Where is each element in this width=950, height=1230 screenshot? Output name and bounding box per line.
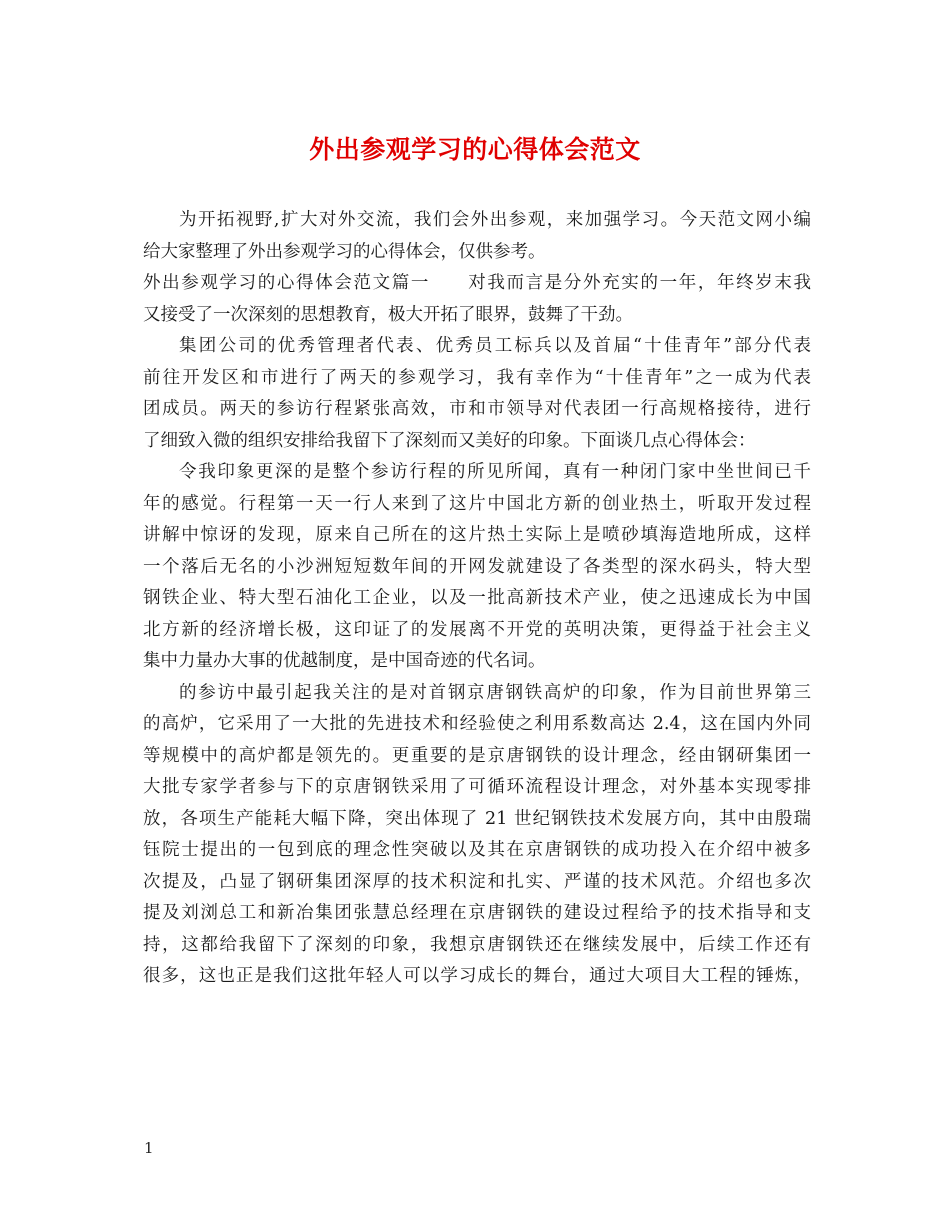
text-line: 的高炉，它采用了一大批的先进技术和经验使之利用系数高达 2.4，这在国内外同 <box>143 714 811 734</box>
text-line: 给大家整理了外出参观学习的心得体会，仅供参考。 <box>143 241 546 262</box>
text-line: 很多，这也正是我们这批年轻人可以学习成长的舞台，通过大项目大工程的锤炼， <box>143 966 811 986</box>
page-number: 1 <box>144 1139 154 1157</box>
text-line: 令我印象更深的是整个参访行程的所见所闻，真有一种闭门家中坐世间已千 <box>179 462 811 482</box>
text-line: 等规模中的高炉都是领先的。更重要的是京唐钢铁的设计理念，经由钢研集团一 <box>143 745 811 766</box>
text-line: 的参访中最引起我关注的是对首钢京唐钢铁高炉的印象，作为目前世界第三 <box>179 682 811 703</box>
text-line: 年的感觉。行程第一天一行人来到了这片中国北方新的创业热土，听取开发过程 <box>143 493 811 514</box>
text-line: 次提及，凸显了钢研集团深厚的技术积淀和扎实、严谨的技术风范。介绍也多次 <box>143 871 811 892</box>
text-line: 钰院士提出的一包到底的理念性突破以及其在京唐钢铁的成功投入在介绍中被多 <box>143 840 811 860</box>
text-line: 提及刘浏总工和新冶集团张慧总经理在京唐钢铁的建设过程给予的技术指导和支 <box>143 903 811 923</box>
text-line: 外出参观学习的心得体会范文篇一 对我而言是分外充实的一年，年终岁末我 <box>143 273 811 293</box>
text-line: 放，各项生产能耗大幅下降，突出体现了 21 世纪钢铁技术发展方向，其中由殷瑞 <box>143 808 811 829</box>
text-line: 大批专家学者参与下的京唐钢铁采用了可循环流程设计理念，对外基本实现零排 <box>143 777 811 797</box>
document-title: 外出参观学习的心得体会范文 <box>309 135 641 164</box>
text-line: 北方新的经济增长极，这印证了的发展离不开党的英明决策，更得益于社会主义 <box>143 619 811 640</box>
text-line: 集中力量办大事的优越制度，是中国奇迹的代名词。 <box>143 651 546 671</box>
text-line: 团成员。两天的参访行程紧张高效，市和市领导对代表团一行高规格接待，进行 <box>143 399 811 419</box>
text-line: 讲解中惊讶的发现，原来自己所在的这片热土实际上是喷砂填海造地所成，这样 <box>143 525 811 545</box>
text-line: 一个落后无名的小沙洲短短数年间的开网发就建设了各类型的深水码头，特大型 <box>143 556 811 577</box>
text-line: 前往开发区和市进行了两天的参观学习，我有幸作为“十佳青年”之一成为代表 <box>143 367 811 388</box>
text-line: 集团公司的优秀管理者代表、优秀员工标兵以及首届“十佳青年”部分代表 <box>179 336 811 356</box>
document-body <box>143 205 811 993</box>
text-line: 持，这都给我留下了深刻的印象，我想京唐钢铁还在继续发展中，后续工作还有 <box>143 934 811 955</box>
text-line: 钢铁企业、特大型石油化工企业，以及一批高新技术产业，使之迅速成长为中国 <box>143 588 811 608</box>
text-line: 为开拓视野,扩大对外交流，我们会外出参观，来加强学习。今天范文网小编 <box>179 210 811 230</box>
text-line: 了细致入微的组织安排给我留下了深刻而又美好的印象。下面谈几点心得体会： <box>143 430 756 451</box>
text-line: 又接受了一次深刻的思想教育，极大开拓了眼界，鼓舞了干劲。 <box>143 304 633 325</box>
